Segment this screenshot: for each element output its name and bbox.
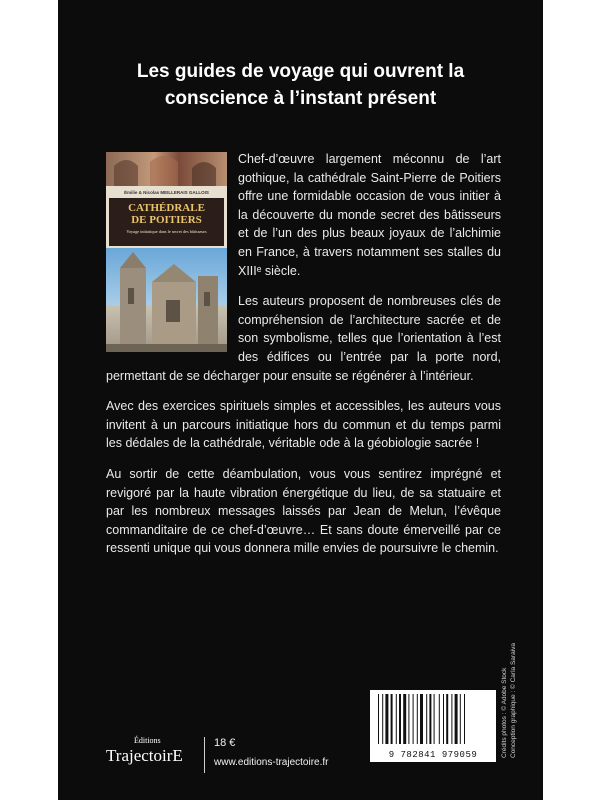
barcode-bar [426,694,427,744]
barcode-bar [460,694,461,744]
barcode-bar [446,694,448,744]
isbn-barcode [370,690,496,762]
thumbnail-title-line-1: CATHÉDRALE [128,202,205,214]
barcode-bar [382,694,383,744]
thumbnail-authors: Émilie & Nicolas MEILLERAIS GALLOIS [124,190,209,195]
barcode-bar [413,694,414,744]
description-paragraph-2: Les auteurs proposent de nombreuses clés de compréhension de l’architecture sacrée et de son symbolisme, telles que l’orientation à l’est des édifices ou l’entrée par la porte nord, permettant de se décharger pour ensuite se régénérer à l’intérieur. [106,294,501,383]
barcode-bar [385,694,388,744]
headline-line-2: conscience à l’instant présent [164,88,437,109]
back-cover [58,0,543,800]
thumbnail-subtitle: Voyage initiatique dans le secret des bâtisseurs [126,229,207,234]
credits-text [500,608,518,758]
credits-photos: Crédits photos : © Adobe Stock [501,667,508,758]
barcode-bar [403,694,406,744]
barcode-bar [378,694,379,744]
barcode-bar [391,694,393,744]
barcode-bar [417,694,418,744]
barcode-bar [396,694,397,744]
barcode-bars [376,694,490,746]
website-link[interactable]: www.editions-trajectoire.fr [214,757,329,768]
logo-editions: Éditions [134,736,161,745]
description-paragraph-3: Avec des exercices spirituels simples et accessibles, les auteurs vous invitent à un parcours initiatique hors du commun et du temps parmi les dédales de la cathédrale, véritable ode à la géobiologie sacrée ! [106,399,501,451]
thumbnail-spacer [106,150,238,354]
barcode-bar [429,694,431,744]
price: 18 € [214,737,236,749]
credits-design: Conception graphique : © Carla Saraiva [510,643,517,758]
headline-line-1: Les guides de voyage qui ouvrent la [136,61,465,82]
description-paragraph-1: Chef-d’œuvre largement méconnu de l’art gothique, la cathédrale Saint-Pierre de Poitiers offre une formidable occasion de vous initier à la découverte du monde secret des bâtisseurs et de l’un des plus beaux joyaux de l’alchimie en France, à travers notamment ses stalles du XIIIᵉ siècle. [238,152,501,278]
credits [500,608,524,758]
footer-divider [204,737,205,773]
barcode-bar [464,694,465,744]
isbn-digits: 9 782841 979059 [388,750,478,760]
barcode-bar [399,694,401,744]
barcode-bar [408,694,409,744]
thumbnail-title-line-2: DE POITIERS [131,214,202,226]
description-paragraph-4: Au sortir de cette déambulation, vous vous sentirez imprégné et revigoré par la haute vibration énergétique du lieu, de sa statuaire et par les nombreux messages laissés par Jean de Melun, l’évêque commanditaire de ce chef-d’œuvre… Et sans doute émerveillé par ce ressenti unique qui vous donnera mille envies de poursuivre le chemin. [106,466,501,556]
barcode-bar [434,694,435,744]
barcode-bar [451,694,452,744]
barcode-bar [443,694,444,744]
barcode-bar [455,694,458,744]
logo-trajectoire: TrajectoirE [106,746,183,765]
barcode-bar [439,694,440,744]
barcode-bar [420,694,423,744]
headline [58,58,543,112]
description-text [106,150,501,570]
